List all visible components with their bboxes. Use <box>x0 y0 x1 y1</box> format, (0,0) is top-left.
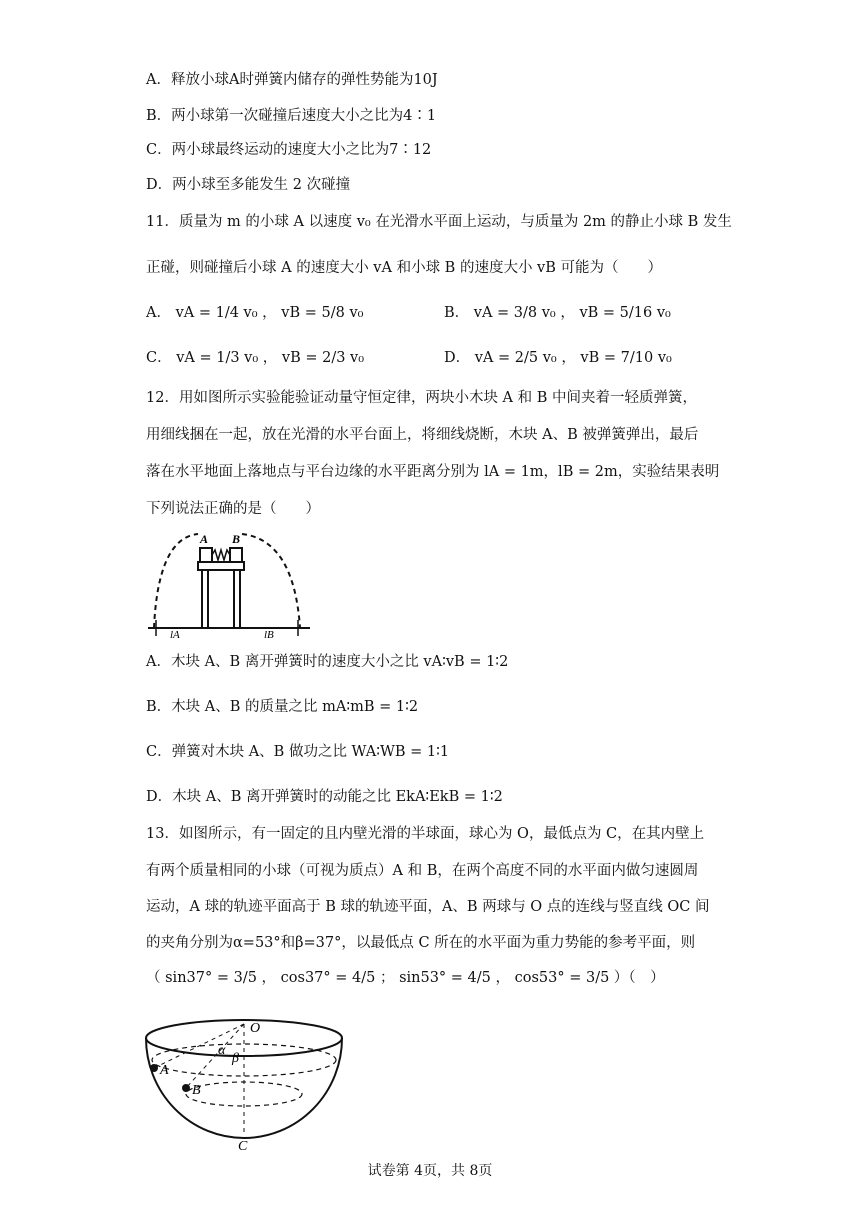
q11-stem-line2: 正碰，则碰撞后小球 A 的速度大小 vA 和小球 B 的速度大小 vB 可能为（ ） <box>146 260 663 276</box>
q11-stem-line1: 11．质量为 m 的小球 A 以速度 v₀ 在光滑水平面上运动，与质量为 2m 的静止小球 B 发生 <box>146 214 732 230</box>
q12-stem-line1: 12．用如图所示实验能验证动量守恒定律，两块小木块 A 和 B 中间夹着一轻质弹簧， <box>146 390 698 406</box>
q12-figure-label-lb: lB <box>264 629 274 640</box>
q12-figure-label-a: A <box>200 532 209 546</box>
q11-option-c: C． vA = 1/3 v₀ ， vB = 2/3 v₀ <box>146 350 365 366</box>
q10-option-b: B．两小球第一次碰撞后速度大小之比为4∶1 <box>146 108 437 124</box>
q13-stem-line5: （ sin37° = 3/5 ， cos37° = 4/5 ； sin53° = 4/5 ， cos53° = 3/5 ）（ ） <box>146 970 665 986</box>
q12-figure <box>146 528 312 640</box>
q13-figure-label-a: A <box>160 1063 169 1078</box>
q12-option-b: B．木块 A、B 的质量之比 mA∶mB = 1∶2 <box>146 699 419 715</box>
q13-stem-line1: 13．如图所示，有一固定的且内壁光滑的半球面，球心为 O，最低点为 C，在其内壁上 <box>146 826 705 842</box>
q13-figure-label-b: B <box>192 1083 201 1098</box>
q10-option-c: C．两小球最终运动的速度大小之比为7∶12 <box>146 142 432 158</box>
q12-option-c: C．弹簧对木块 A、B 做功之比 WA∶WB = 1∶1 <box>146 744 450 760</box>
q13-figure-label-alpha: α <box>218 1043 226 1058</box>
q11-option-a: A． vA = 1/4 v₀ ， vB = 5/8 v₀ <box>146 305 364 321</box>
q13-figure <box>142 1010 352 1160</box>
q13-figure-label-o: O <box>250 1021 261 1036</box>
q13-stem-line3: 运动，A 球的轨迹平面高于 B 球的轨迹平面，A、B 两球与 O 点的连线与竖直线 OC 间 <box>146 899 710 915</box>
q13-stem-line4: 的夹角分别为α=53°和β=37°，以最低点 C 所在的水平面为重力势能的参考平面，则 <box>146 935 696 951</box>
q10-option-a: A．释放小球A时弹簧内储存的弹性势能为10J <box>146 72 438 88</box>
q12-stem-line4: 下列说法正确的是（ ） <box>146 501 320 517</box>
q13-figure-label-beta: β <box>232 1051 239 1066</box>
q12-option-d: D．木块 A、B 离开弹簧时的动能之比 EkA∶EkB = 1∶2 <box>146 789 503 805</box>
q12-stem-line2: 用细线捆在一起，放在光滑的水平台面上，将细线烧断，木块 A、B 被弹簧弹出，最后 <box>146 427 699 443</box>
q11-option-d: D． vA = 2/5 v₀ ， vB = 7/10 v₀ <box>444 350 672 366</box>
q12-stem-line3: 落在水平地面上落地点与平台边缘的水平距离分别为 lA = 1m，lB = 2m，实验结果表明 <box>146 464 720 480</box>
q12-option-a: A．木块 A、B 离开弹簧时的速度大小之比 vA∶vB = 1∶2 <box>146 654 509 670</box>
q12-figure-label-b: B <box>232 532 241 546</box>
q12-figure-label-la: lA <box>170 629 180 640</box>
q11-option-b: B． vA = 3/8 v₀ ， vB = 5/16 v₀ <box>444 305 671 321</box>
q13-figure-label-c: C <box>238 1139 248 1154</box>
q10-option-d: D．两小球至多能发生 2 次碰撞 <box>146 177 351 193</box>
q13-stem-line2: 有两个质量相同的小球（可视为质点）A 和 B，在两个高度不同的水平面内做匀速圆周 <box>146 863 699 879</box>
page-footer: 试卷第 4页，共 8页 <box>367 1163 493 1179</box>
